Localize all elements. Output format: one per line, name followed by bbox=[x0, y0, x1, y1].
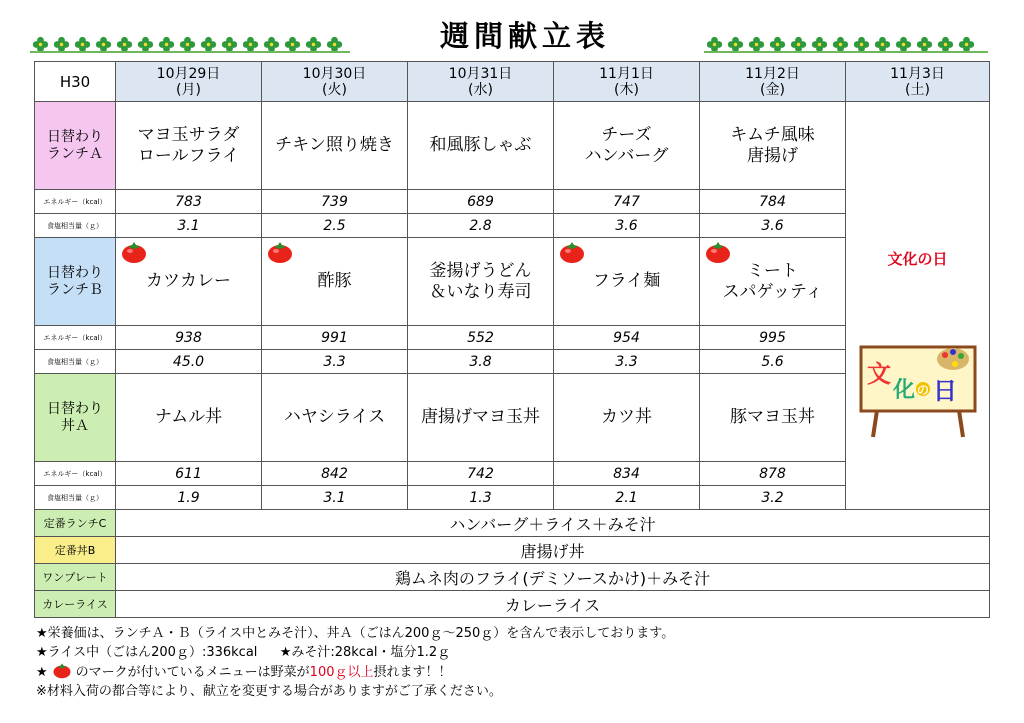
dish-name-line: スパゲッティ bbox=[722, 281, 823, 302]
note-soup: ★みそ汁:28kcal・塩分1.2ｇ bbox=[279, 645, 451, 660]
dish-cell bbox=[700, 374, 846, 462]
note-vegetables bbox=[36, 662, 674, 682]
clover-icon bbox=[853, 36, 870, 53]
category-line: 日替わり bbox=[47, 128, 103, 145]
dish-name-line: キムチ風味 bbox=[730, 124, 815, 145]
salt-value: 3.1 bbox=[262, 486, 408, 510]
dish-name-line: チキン照り焼き bbox=[275, 135, 394, 155]
clover-icon bbox=[95, 36, 112, 53]
day-date: 11月3日 bbox=[890, 65, 945, 82]
tomato-icon bbox=[52, 662, 72, 679]
dish-cell bbox=[408, 374, 554, 462]
menu-table bbox=[34, 61, 990, 618]
clover-icon bbox=[116, 36, 133, 53]
dish-name-line: ミート bbox=[747, 260, 798, 281]
note-rice-soup bbox=[36, 643, 674, 662]
fixed-menu-value: ハンバーグ＋ライス＋みそ汁 bbox=[116, 510, 990, 537]
salt-value: 2.5 bbox=[262, 214, 408, 238]
dish-name-line: 和風豚しゃぶ bbox=[429, 135, 532, 155]
dish-cell bbox=[554, 102, 700, 190]
sign-char: の bbox=[916, 383, 929, 397]
energy-value: 747 bbox=[554, 190, 700, 214]
salt-value: 3.3 bbox=[554, 350, 700, 374]
salt-value: 2.1 bbox=[554, 486, 700, 510]
day-weekday: (木) bbox=[614, 81, 639, 98]
energy-value: 954 bbox=[554, 326, 700, 350]
dish-name-line: マヨ玉サラダ bbox=[137, 124, 240, 145]
category-line: 日替わり bbox=[47, 264, 103, 281]
year-label: H30 bbox=[35, 62, 116, 102]
notes bbox=[36, 624, 674, 701]
clover-icon bbox=[748, 36, 765, 53]
day-weekday: (土) bbox=[905, 81, 930, 98]
sign-char: 文 bbox=[866, 360, 891, 388]
energy-value: 991 bbox=[262, 326, 408, 350]
sign-char: 日 bbox=[932, 377, 957, 405]
fixed-menu-row bbox=[35, 510, 990, 537]
note-nutrition: ★栄養価は、ランチＡ・Ｂ（ライス中とみそ汁）、丼Ａ（ごはん200ｇ～250ｇ）を含んで表示しております。 bbox=[36, 626, 675, 641]
energy-value: 783 bbox=[116, 190, 262, 214]
dish-name-line: チーズ bbox=[601, 124, 652, 145]
note-veg-amount: 100ｇ以上 bbox=[309, 665, 374, 680]
tomato-icon bbox=[704, 240, 732, 264]
clover-icon bbox=[727, 36, 744, 53]
fixed-menu-label: 定番丼B bbox=[35, 537, 116, 564]
energy-label: エネルギー（kcal） bbox=[35, 462, 116, 486]
tomato-icon bbox=[558, 240, 586, 264]
fixed-menu-row bbox=[35, 537, 990, 564]
clover-icon bbox=[958, 36, 975, 53]
day-header bbox=[116, 62, 262, 102]
clover-icon bbox=[811, 36, 828, 53]
energy-value: 739 bbox=[262, 190, 408, 214]
fixed-menu-value: 鶏ムネ肉のフライ(デミソースかけ)＋みそ汁 bbox=[116, 564, 990, 591]
note-disclaimer: ※材料入荷の都合等により、献立を変更する場合がありますがご了承ください。 bbox=[36, 684, 502, 699]
clover-icon bbox=[284, 36, 301, 53]
clover-icon bbox=[790, 36, 807, 53]
clover-icon bbox=[137, 36, 154, 53]
energy-value: 784 bbox=[700, 190, 846, 214]
dish-name-line: カツカレー bbox=[146, 271, 231, 291]
energy-label: エネルギー（kcal） bbox=[35, 326, 116, 350]
energy-value: 611 bbox=[116, 462, 262, 486]
salt-label: 食塩相当量（ｇ） bbox=[35, 486, 116, 510]
day-date: 10月29日 bbox=[156, 65, 221, 82]
note-rice: ★ライス中（ごはん200ｇ）:336kcal bbox=[36, 645, 258, 660]
category-line: ランチＢ bbox=[47, 281, 103, 298]
dish-name-line: ＆いなり寿司 bbox=[429, 281, 532, 302]
day-header bbox=[262, 62, 408, 102]
note-veg-text: のマークが付いているメニューは野菜が bbox=[75, 665, 310, 680]
energy-label: エネルギー（kcal） bbox=[35, 190, 116, 214]
dish-name-line: ナムル丼 bbox=[154, 407, 223, 427]
clover-icon bbox=[74, 36, 91, 53]
energy-value: 742 bbox=[408, 462, 554, 486]
salt-value: 3.2 bbox=[700, 486, 846, 510]
salt-value: 45.0 bbox=[116, 350, 262, 374]
energy-value: 995 bbox=[700, 326, 846, 350]
dish-cell bbox=[262, 374, 408, 462]
tomato-icon bbox=[266, 240, 294, 264]
day-date: 11月2日 bbox=[745, 65, 800, 82]
header-row bbox=[35, 62, 990, 102]
clover-icon bbox=[832, 36, 849, 53]
dish-cell bbox=[700, 238, 846, 326]
energy-value: 878 bbox=[700, 462, 846, 486]
day-weekday: (月) bbox=[176, 81, 201, 98]
clover-icon bbox=[179, 36, 196, 53]
fixed-menu-row bbox=[35, 591, 990, 618]
dish-name-line: 釜揚げうどん bbox=[429, 260, 532, 281]
energy-value: 842 bbox=[262, 462, 408, 486]
clover-icon bbox=[706, 36, 723, 53]
dish-name-line: 唐揚げ bbox=[747, 145, 798, 166]
salt-value: 3.8 bbox=[408, 350, 554, 374]
salt-value: 1.3 bbox=[408, 486, 554, 510]
day-date: 11月1日 bbox=[599, 65, 654, 82]
day-header bbox=[554, 62, 700, 102]
category-label bbox=[35, 374, 116, 462]
energy-value: 689 bbox=[408, 190, 554, 214]
clover-icon bbox=[895, 36, 912, 53]
clover-icon bbox=[305, 36, 322, 53]
decoration-line-right bbox=[704, 51, 988, 53]
salt-value: 3.1 bbox=[116, 214, 262, 238]
day-date: 10月30日 bbox=[302, 65, 367, 82]
fixed-menu-row bbox=[35, 564, 990, 591]
category-line: ランチＡ bbox=[47, 145, 103, 162]
note-veg-end: 摂れます！！ bbox=[373, 665, 452, 680]
clover-icon bbox=[769, 36, 786, 53]
dish-cell bbox=[116, 238, 262, 326]
dish-cell bbox=[700, 102, 846, 190]
dish-cell bbox=[262, 238, 408, 326]
salt-label: 食塩相当量（ｇ） bbox=[35, 214, 116, 238]
fixed-menu-label: カレーライス bbox=[35, 591, 116, 618]
salt-value: 1.9 bbox=[116, 486, 262, 510]
clover-icon bbox=[200, 36, 217, 53]
dish-cell bbox=[554, 238, 700, 326]
holiday-label: 文化の日 bbox=[887, 250, 948, 268]
clover-icon bbox=[242, 36, 259, 53]
category-line: 丼Ａ bbox=[61, 417, 89, 434]
clover-icon bbox=[221, 36, 238, 53]
dish-name-line: ハンバーグ bbox=[584, 145, 669, 166]
dish-name-line: 唐揚げマヨ玉丼 bbox=[421, 407, 540, 427]
clover-icon bbox=[53, 36, 70, 53]
dish-row bbox=[35, 102, 990, 190]
dish-name-line: 酢豚 bbox=[317, 271, 352, 291]
salt-value: 3.6 bbox=[700, 214, 846, 238]
day-weekday: (金) bbox=[760, 81, 785, 98]
dish-cell bbox=[116, 374, 262, 462]
decoration-line-left bbox=[30, 51, 350, 53]
dish-cell bbox=[408, 102, 554, 190]
salt-value: 3.6 bbox=[554, 214, 700, 238]
dish-name-line: ハヤシライス bbox=[283, 407, 386, 427]
salt-value: 3.3 bbox=[262, 350, 408, 374]
clover-icon bbox=[326, 36, 343, 53]
clover-icon bbox=[937, 36, 954, 53]
salt-label: 食塩相当量（ｇ） bbox=[35, 350, 116, 374]
dish-cell bbox=[262, 102, 408, 190]
tomato-icon bbox=[120, 240, 148, 264]
dish-name-line: ロールフライ bbox=[137, 145, 240, 166]
fixed-menu-label: 定番ランチC bbox=[35, 510, 116, 537]
dish-cell bbox=[554, 374, 700, 462]
day-header bbox=[408, 62, 554, 102]
category-label bbox=[35, 238, 116, 326]
holiday-cell bbox=[846, 102, 990, 510]
day-weekday: (水) bbox=[468, 81, 493, 98]
dish-name-line: フライ麺 bbox=[592, 271, 661, 291]
clover-icon bbox=[916, 36, 933, 53]
clover-icon bbox=[158, 36, 175, 53]
page-title: 週間献立表 bbox=[439, 19, 610, 53]
day-header bbox=[700, 62, 846, 102]
energy-value: 938 bbox=[116, 326, 262, 350]
dish-cell bbox=[408, 238, 554, 326]
category-label bbox=[35, 102, 116, 190]
fixed-menu-value: カレーライス bbox=[116, 591, 990, 618]
energy-value: 834 bbox=[554, 462, 700, 486]
energy-value: 552 bbox=[408, 326, 554, 350]
dish-cell bbox=[116, 102, 262, 190]
dish-name-line: 豚マヨ玉丼 bbox=[730, 407, 815, 427]
day-header bbox=[846, 62, 990, 102]
salt-value: 2.8 bbox=[408, 214, 554, 238]
clover-icon bbox=[263, 36, 280, 53]
holiday-easel-illustration bbox=[859, 337, 977, 439]
category-line: 日替わり bbox=[47, 400, 103, 417]
clover-icon bbox=[32, 36, 49, 53]
dish-name-line: カツ丼 bbox=[601, 407, 652, 427]
day-weekday: (火) bbox=[322, 81, 347, 98]
note-star: ★ bbox=[36, 665, 48, 680]
clover-icon bbox=[874, 36, 891, 53]
fixed-menu-label: ワンプレート bbox=[35, 564, 116, 591]
salt-value: 5.6 bbox=[700, 350, 846, 374]
sign-char: 化 bbox=[892, 378, 915, 403]
fixed-menu-value: 唐揚げ丼 bbox=[116, 537, 990, 564]
day-date: 10月31日 bbox=[448, 65, 513, 82]
